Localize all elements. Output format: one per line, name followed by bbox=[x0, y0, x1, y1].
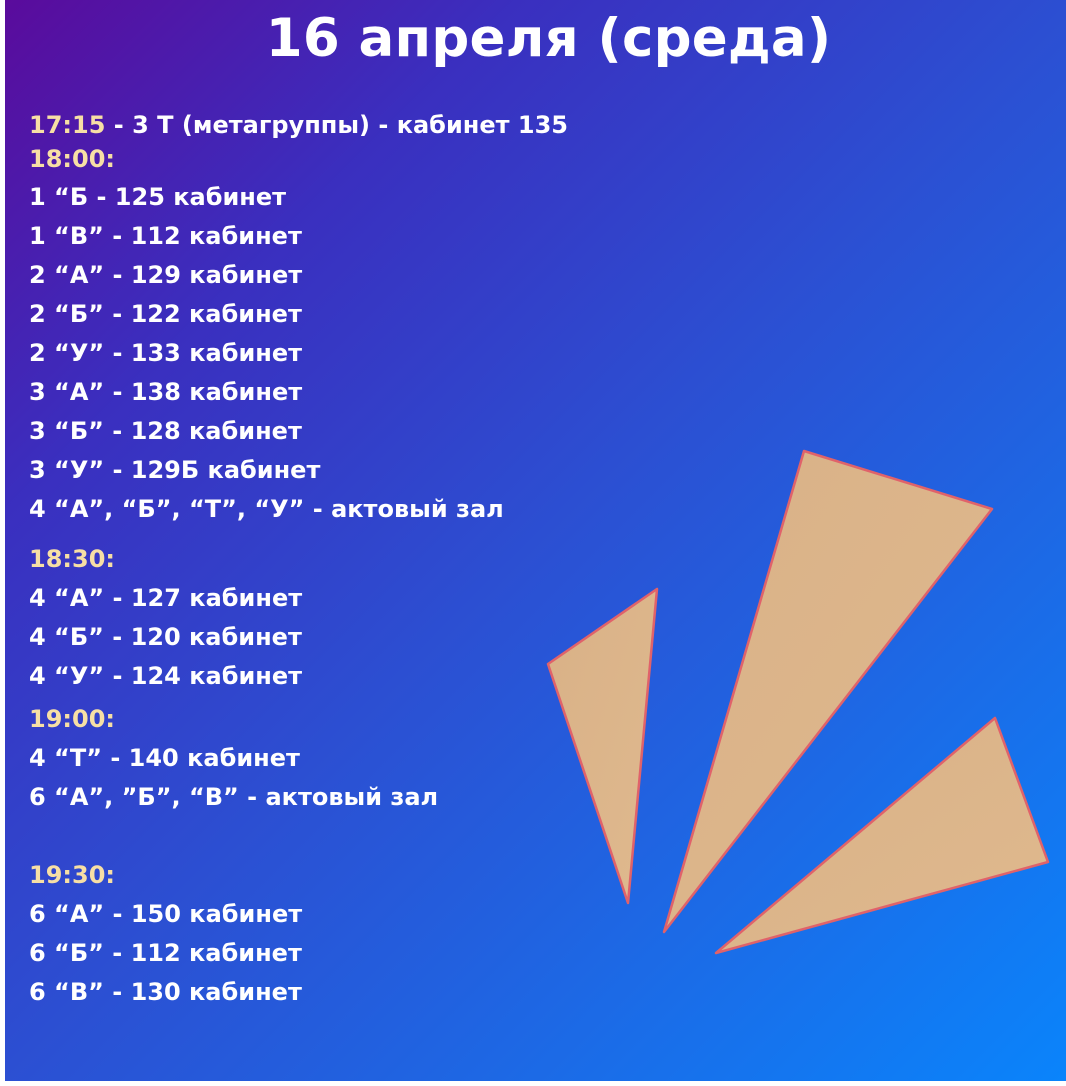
time-heading-1900: 19:00: bbox=[29, 705, 115, 733]
list-item: 4 “Т” - 140 кабинет bbox=[29, 744, 300, 772]
list-item: 4 “У” - 124 кабинет bbox=[29, 662, 303, 690]
list-item: 2 “Б” - 122 кабинет bbox=[29, 300, 302, 328]
list-item: 2 “У” - 133 кабинет bbox=[29, 339, 303, 367]
list-item: 1 “Б - 125 кабинет bbox=[29, 183, 287, 211]
list-item: 3 “У” - 129Б кабинет bbox=[29, 456, 321, 484]
list-item: 3 “А” - 138 кабинет bbox=[29, 378, 303, 406]
list-item: 6 “А” - 150 кабинет bbox=[29, 900, 303, 928]
intro-time: 17:15 bbox=[29, 111, 106, 139]
list-item: 3 “Б” - 128 кабинет bbox=[29, 417, 302, 445]
decorative-triangles bbox=[5, 0, 1066, 1081]
time-heading-1830: 18:30: bbox=[29, 545, 115, 573]
schedule-card bbox=[5, 0, 1066, 1081]
intro-text: - 3 Т (метагруппы) - кабинет 135 bbox=[105, 111, 568, 139]
list-item: 6 “В” - 130 кабинет bbox=[29, 978, 302, 1006]
time-heading-1800: 18:00: bbox=[29, 145, 115, 173]
list-item: 1 “В” - 112 кабинет bbox=[29, 222, 302, 250]
list-item: 6 “А”, ”Б”, “В” - актовый зал bbox=[29, 783, 439, 811]
list-item: 4 “А” - 127 кабинет bbox=[29, 584, 303, 612]
list-item: 4 “Б” - 120 кабинет bbox=[29, 623, 302, 651]
list-item: 2 “А” - 129 кабинет bbox=[29, 261, 303, 289]
page-title: 16 апреля (среда) bbox=[265, 8, 832, 69]
list-item: 6 “Б” - 112 кабинет bbox=[29, 939, 302, 967]
time-heading-1930: 19:30: bbox=[29, 861, 115, 889]
list-item: 4 “А”, “Б”, “Т”, “У” - актовый зал bbox=[29, 495, 504, 523]
triangle-small bbox=[548, 589, 657, 903]
